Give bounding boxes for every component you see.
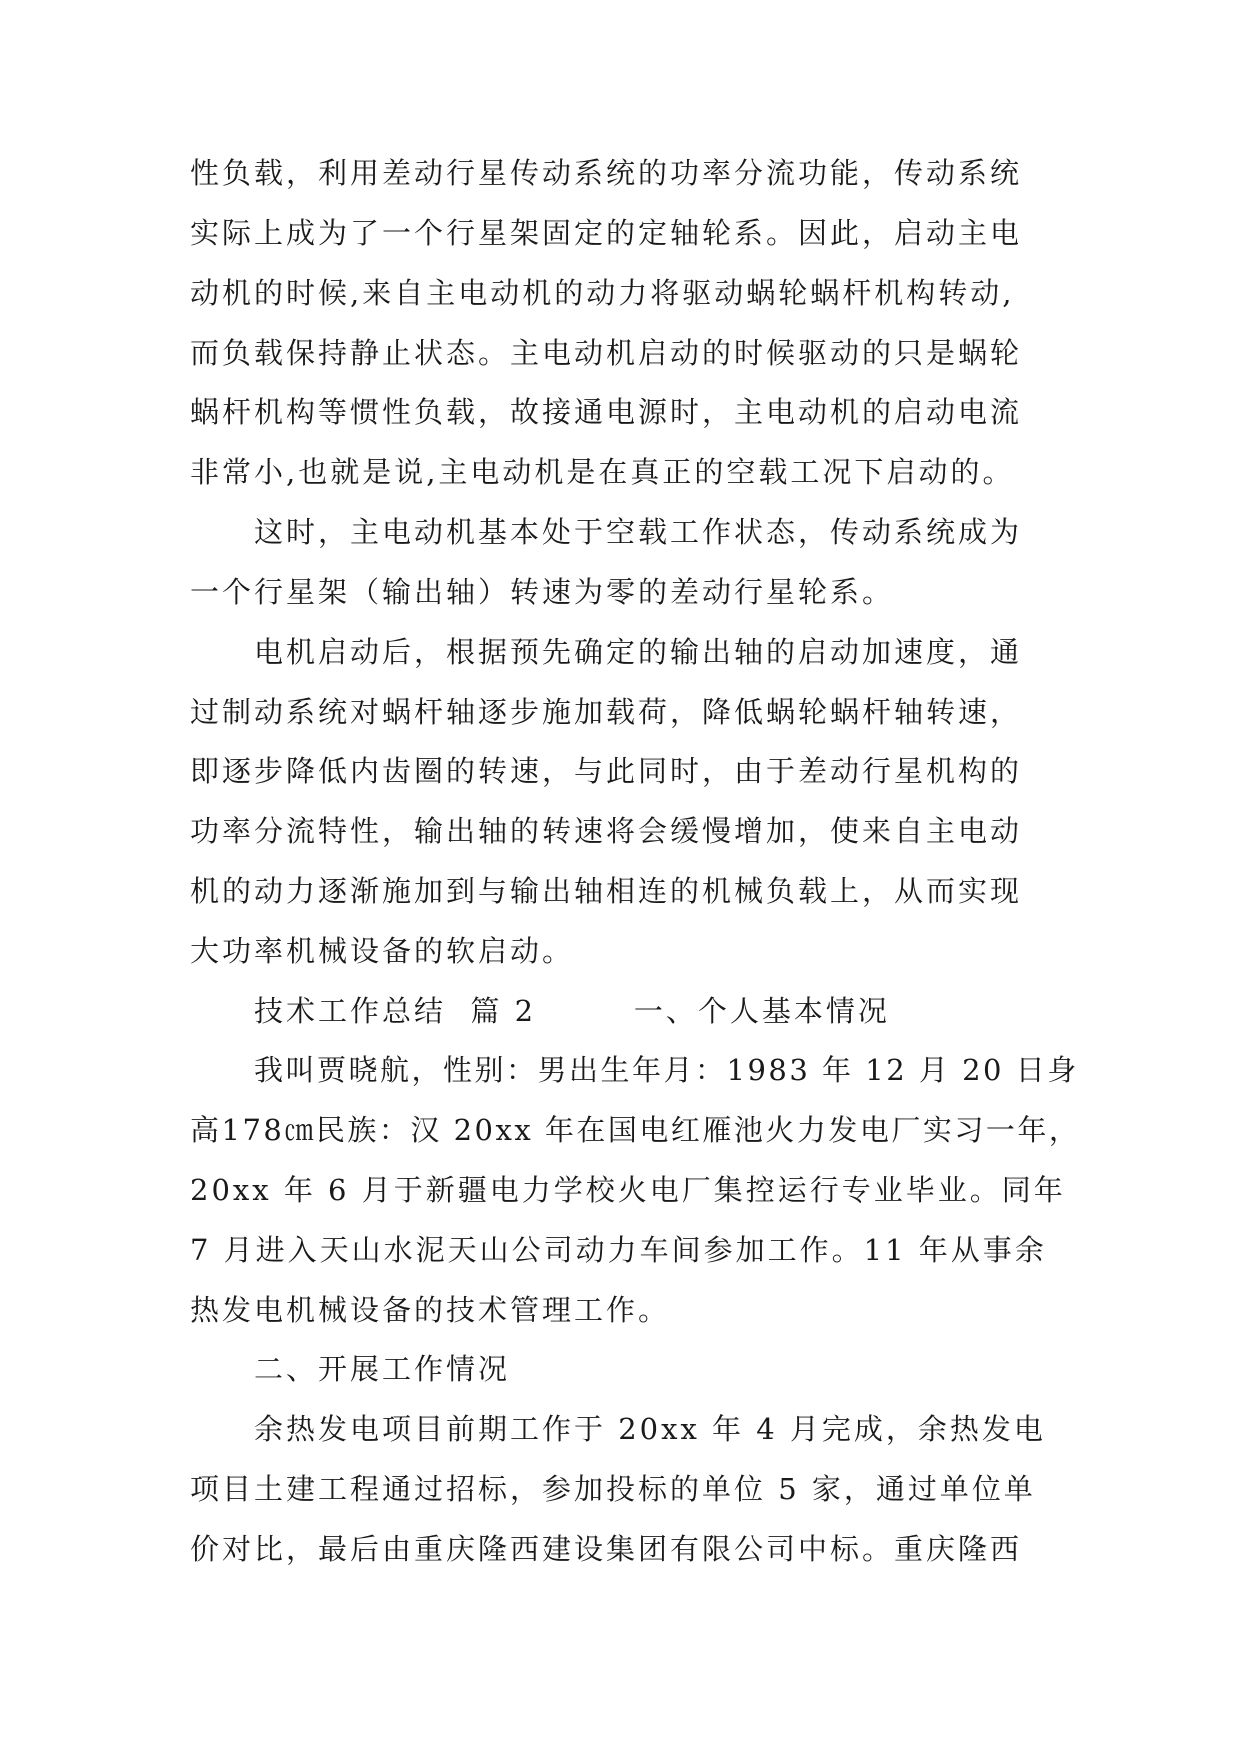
paragraph-start: 电机启动后，根据预先确定的输出轴的启动加速度，通 <box>254 635 1023 669</box>
text-line: 热发电机械设备的技术管理工作。 <box>190 1293 671 1327</box>
text-line: 过制动系统对蜗杆轴逐步施加载荷，降低蜗轮蜗杆轴转速， <box>190 695 1023 729</box>
text-line: 大功率机械设备的软启动。 <box>190 934 575 968</box>
text-line: 机的动力逐渐施加到与输出轴相连的机械负载上，从而实现 <box>190 874 1023 908</box>
text-line: 7 月进入天山水泥天山公司动力车间参加工作。11 年从事余 <box>190 1233 1047 1267</box>
text-line: 一个行星架（输出轴）转速为零的差动行星轮系。 <box>190 575 895 609</box>
text-line: 20xx 年 6 月于新疆电力学校火电厂集控运行专业毕业。同年 <box>190 1173 1066 1207</box>
text-line: 高178㎝民族：汉 20xx 年在国电红雁池火力发电厂实习一年， <box>190 1113 1081 1147</box>
text-line: 性负载，利用差动行星传动系统的功率分流功能，传动系统 <box>190 156 1023 190</box>
paragraph-start: 余热发电项目前期工作于 20xx 年 4 月完成，余热发电 <box>254 1412 1046 1446</box>
text-line: 动机的时候,来自主电动机的动力将驱动蜗轮蜗杆机构转动, <box>190 276 1015 310</box>
text-line: 而负载保持静止状态。主电动机启动的时候驱动的只是蜗轮 <box>190 336 1023 370</box>
paragraph-start: 我叫贾晓航，性别：男出生年月：1983 年 12 月 20 日身 <box>254 1053 1079 1087</box>
text-line: 实际上成为了一个行星架固定的定轴轮系。因此，启动主电 <box>190 216 1023 250</box>
text-line: 蜗杆机构等惯性负载，故接通电源时，主电动机的启动电流 <box>190 395 1023 429</box>
paragraph-start: 这时，主电动机基本处于空载工作状态，传动系统成为 <box>254 515 1023 549</box>
text-line: 功率分流特性，输出轴的转速将会缓慢增加，使来自主电动 <box>190 814 1023 848</box>
section-heading: 技术工作总结 篇 2 一、个人基本情况 <box>254 994 890 1028</box>
text-line: 非常小,也就是说,主电动机是在真正的空载工况下启动的。 <box>190 455 1015 489</box>
section-heading: 二、开展工作情况 <box>254 1352 511 1386</box>
text-line: 项目土建工程通过招标，参加投标的单位 5 家，通过单位单 <box>190 1472 1036 1506</box>
text-line: 价对比，最后由重庆隆西建设集团有限公司中标。重庆隆西 <box>190 1532 1023 1566</box>
text-line: 即逐步降低内齿圈的转速，与此同时，由于差动行星机构的 <box>190 754 1023 788</box>
